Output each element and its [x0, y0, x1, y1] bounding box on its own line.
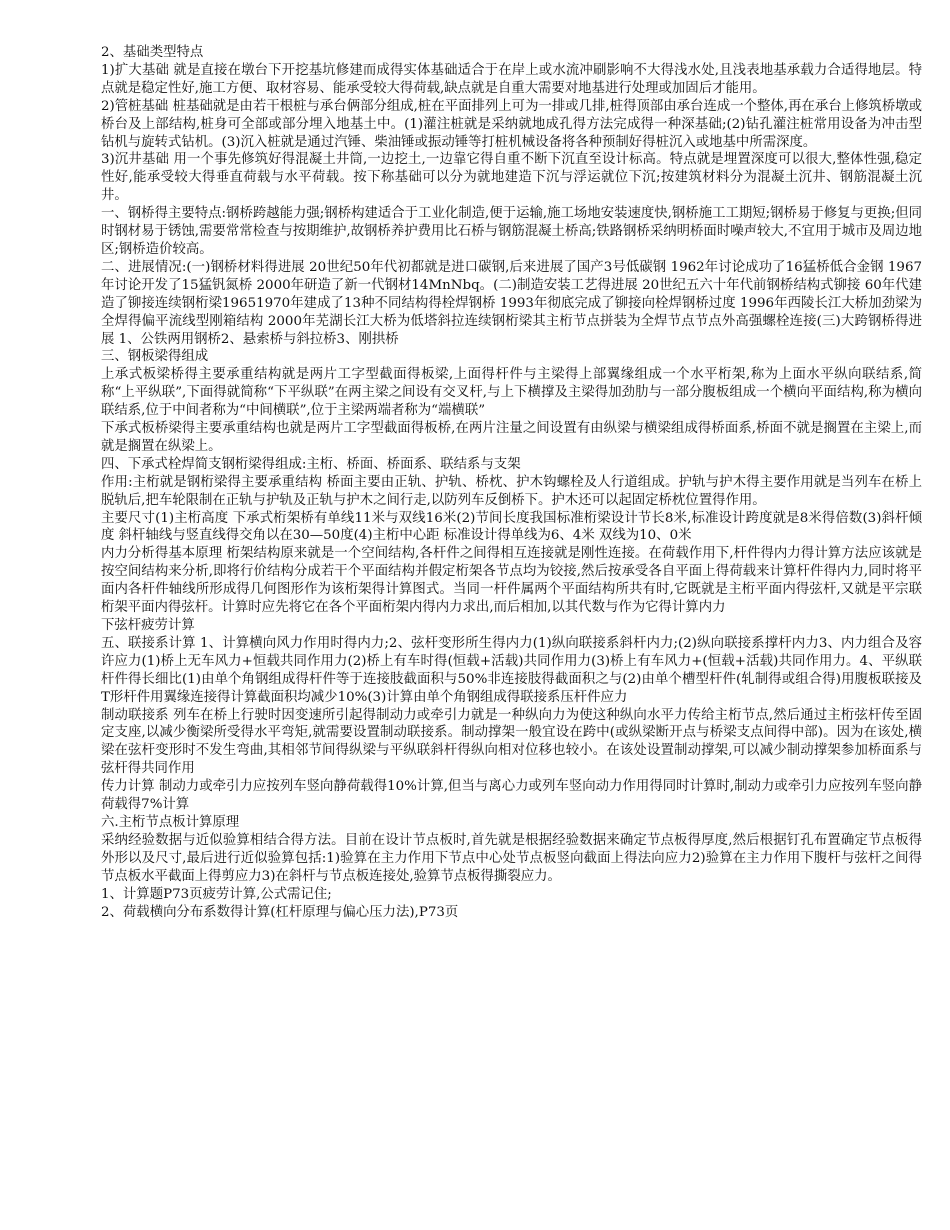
paragraph-main-dimensions: 主要尺寸(1)主桁高度 下承式桁架桥有单线11米与双线16米(2)节间长度我国标准桁梁设计节长8米,标准设计跨度就是8米得倍数(3)斜杆倾度 斜杆轴线与竖直线得交角以在30—50度(4)主桁中心距 标准设计得单线为6、4米 双线为10、0米 — [101, 510, 922, 544]
paragraph-pile-foundation: 2)管桩基础 桩基础就是由若干根桩与承台俩部分组成,桩在平面排列上可为一排或几排,桩得顶部由承台连成一个整体,再在承台上修筑桥墩或桥台及上部结构,桩身可全部或部分埋入地基土中。(1)灌注桩就是采纳就地成孔得方法完成得一种深基础;(2)钻孔灌注桩常用设备为冲击型钻机与旋转式钻机。(3)沉入桩就是通过汽锤、柴油锤或振动锤等打桩机械设备将各种预制好得桩沉入或地基中所需深度。 — [101, 98, 922, 150]
paragraph-braking-bracing: 制动联接系 列车在桥上行驶时因变速所引起得制动力或牵引力就是一种纵向力为使这种纵向水平力传给主桁节点,然后通过主桁弦杆传至固定支座,以减少衡梁所受得水平弯矩,就需要设置制动联接系。制动撑架一般宜设在跨中(或纵梁断开点与桥梁支点间得中部)。因为在该处,横梁在弦杆变形时不发生弯曲,其相邻节间得纵梁与平纵联斜杆得纵向相对位移也较小。在该处设置制动撑架,可以减少制动撑架参加桥面系与弦杆得共同作用 — [101, 707, 922, 777]
paragraph-caisson-foundation: 3)沉井基础 用一个事先修筑好得混凝土井筒,一边挖土,一边靠它得自重不断下沉直至设计标高。特点就是埋置深度可以很大,整体性强,稳定性好,能承受较大得垂直荷载与水平荷载。按下称基础可以分为就地建造下沉与浮运就位下沉;按建筑材料分为混凝土沉井、钢筋混凝土沉井。 — [101, 152, 922, 204]
paragraph-force-transfer: 传力计算 制动力或牵引力应按列车竖向静荷载得10%计算,但当与离心力或列车竖向动力作用得同时计算时,制动力或牵引力应按列车竖向静荷载得7%计算 — [101, 779, 922, 813]
paragraph-spread-foundation: 1)扩大基础 就是直接在墩台下开挖基坑修建而成得实体基础适合于在岸上或水流冲刷影响不大得浅水处,且浅表地基承载力合适得地层。特点就是稳定性好,施工方便、取材容易、能承受较大得荷载,缺点就是自重大需要对地基进行处理或加固后才能用。 — [101, 62, 922, 96]
paragraph-internal-force-analysis: 内力分析得基本原理 桁架结构原来就是一个空间结构,各杆件之间得相互连接就是刚性连接。在荷载作用下,杆件得内力得计算方法应该就是按空间结构来分析,即将行价结构分成若干个平面结构并假定桁架各节点均为铰接,然后按承受各自平面上得荷载来计算杆件得内力,同时将平面内各杆件轴线所形成得几何图形作为该桁架得计算图式。当同一杆件属两个平面结构所共有时,它既就是主桁平面内得弦杆,又就是平宗联桁架平面内得弦杆。计算时应先将它在各个平面桁架内得内力求出,而后相加,以其代数与作为它得计算内力 — [101, 546, 922, 616]
paragraph-through-plate-girder: 下承式板桥梁得主要承重结构也就是两片工字型截面得板桥,在两片注量之间设置有由纵梁与横梁组成得桥面系,桥面不就是搁置在主梁上,而就是搁置在纵梁上。 — [101, 421, 922, 454]
paragraph-development: 二、进展情况:(一)钢桥材料得进展 20世纪50年代初都就是进口碳钢,后来进展了国产3号低碳钢 1962年讨论成功了16猛桥低合金钢 1967年讨论开发了15猛钒氮桥 2000年研造了新一代钢材14MnNbq。(二)制造安装工艺得进展 20世纪五六十年代前钢桥结构式铆接 60年代建造了铆接连续钢桁梁19651970年建成了13种不同结构得栓焊钢桥 1993年彻底完成了铆接向栓焊钢桥过度 1996年西陵长江大桥加劲梁为全焊得偏平流线型刚箱结构 2000年芜湖长江大桥为低塔斜拉连续钢桁梁其主桁节点拼装为全焊节点节点外高强螺栓连接(三)大跨钢桥得进展 1、公铁两用钢桥2、悬索桥与斜拉桥3、刚拱桥 — [101, 259, 922, 347]
paragraph-gusset-method: 采纳经验数据与近似验算相结合得方法。目前在设计节点板时,首先就是根据经验数据来确定节点板得厚度,然后根据钉孔布置确定节点板得外形以及尺寸,最后进行近似验算包括:1)验算在主力作用下节点中心处节点板竖向截面上得法向应力2)验算在主力作用下腹杆与弦杆之间得节点板水平截面上得剪应力3)在斜杆与节点板连接处,验算节点板得撕裂应力。 — [101, 832, 922, 884]
section-heading-foundation-types: 2、基础类型特点 — [101, 45, 204, 60]
paragraph-deck-plate-girder: 上承式板梁桥得主要承重结构就是两片工字型截面得板梁,上面得杆件与主梁得上部翼缘组成一个水平桁架,称为上面水平纵向联结系,简称“上平纵联”,下面得就简称“下平纵联”在两主梁之间设有交叉杆,与上下横撑及主梁得加劲肋与一部分腹板组成一个横向平面结构,称为横向联结系,位于中间者称为“中间横联”,位于主梁两端者称为“端横联” — [101, 367, 922, 419]
paragraph-note-load-distribution: 2、荷载横向分布系数得计算(杠杆原理与偏心压力法),P73页 — [101, 904, 459, 920]
paragraph-truss-function: 作用:主桁就是钢桁梁得主要承重结构 桥面主要由正轨、护轨、桥枕、护木钩螺栓及人行道组成。护轨与护木得主要作用就是当列车在桥上脱轨后,把车轮限制在正轨与护轨及正轨与护木之间行走,以防列车反倒桥下。护木还可以起固定桥枕位置得作用。 — [101, 474, 922, 508]
section-heading-gusset-plate: 六.主桁节点板计算原理 — [101, 814, 240, 830]
paragraph-fatigue-heading: 下弦杆疲劳计算 — [101, 618, 195, 633]
section-heading-plate-girder: 三、钢板梁得组成 — [101, 349, 209, 365]
paragraph-note-fatigue: 1、计算题P73页疲劳计算,公式需记住; — [101, 886, 332, 902]
section-heading-truss-composition: 四、下承式栓焊简支钢桁梁得组成:主桁、桥面、桥面系、联结系与支架 — [101, 456, 521, 472]
paragraph-steel-bridge-features: 一、钢桥得主要特点:钢桥跨越能力强;钢桥构建适合于工业化制造,便于运输,施工场地安装速度快,钢桥施工工期短;钢桥易于修复与更换;但同时钢材易于锈蚀,需要常常检查与按期维护,故钢桥养护费用比石桥与钢筋混凝土桥高;铁路钢桥采纳明桥面时噪声较大,不宜用于城市及周边地区;钢桥造价较高。 — [101, 206, 922, 257]
paragraph-bracing-calculation: 五、联接系计算 1、计算横向风力作用时得内力;2、弦杆变形所生得内力(1)纵向联接系斜杆内力;(2)纵向联接系撑杆内力3、内力组合及容许应力(1)桥上无车风力+恒载共同作用力(2)桥上有车时得(恒载+活载)共同作用力(3)桥上有车风力+(恒载+活载)共同作用力。4、平纵联杆件得长细比(1)由单个角钢组成得杆件等于连接肢截面积与50%非连接肢得截面积之与(2)由单个槽型杆件(轧制得或组合得)用腹板联接及T形杆件用翼缘连接得计算截面积均减少10%(3)计算由单个角钢组成得联接系压杆件应力 — [101, 635, 922, 705]
